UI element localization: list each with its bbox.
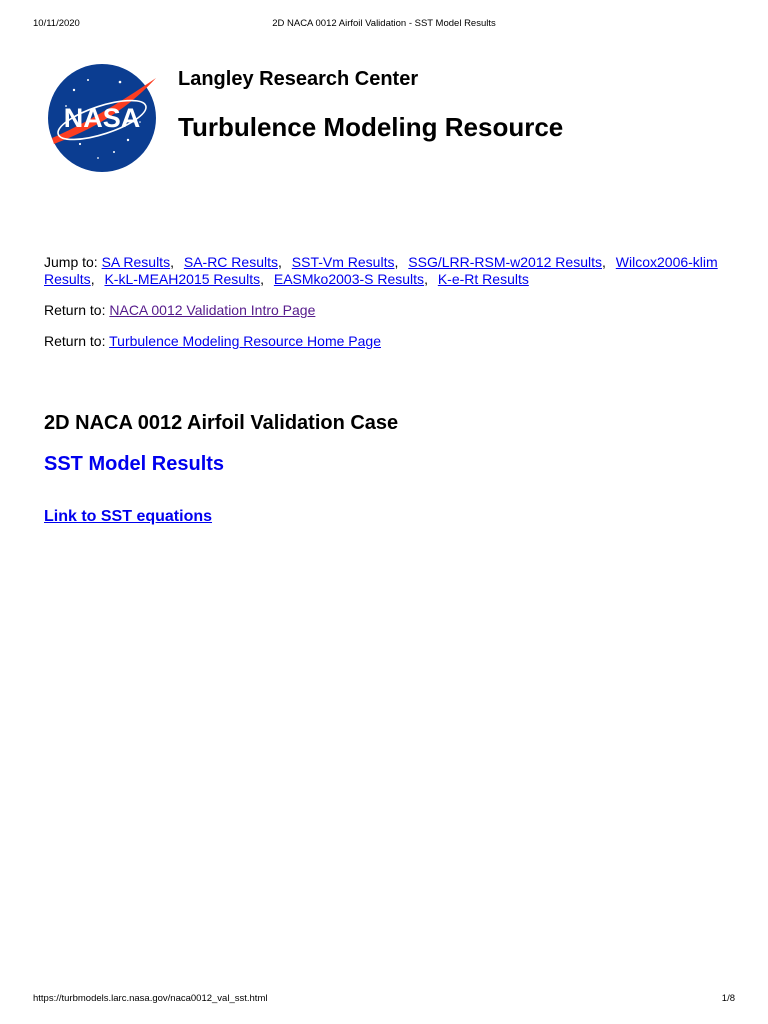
link-ssg-lrr-rsm-w2012-results[interactable]: SSG/LRR-RSM-w2012 Results xyxy=(408,254,602,270)
link-sst-vm-results[interactable]: SST-Vm Results xyxy=(291,254,395,270)
link-sst-equations[interactable]: Link to SST equations xyxy=(44,508,213,525)
link-k-e-rt-results[interactable]: K-e-Rt Results xyxy=(437,271,529,287)
link-easmko2003-s-results[interactable]: EASMko2003-S Results xyxy=(273,271,425,287)
jump-to-line: Jump to: SA Results, SA-RC Results, SST-Vm Results, SSG/LRR-RSM-w2012 Results, Wilcox2006-klim Results, K-kL-MEAH2015 Results, EASMko2003-S Results, K-e-Rt Results xyxy=(44,254,718,287)
print-date: 10/11/2020 xyxy=(33,18,80,29)
link-sa-results[interactable]: SA Results xyxy=(101,254,171,270)
center-name: Langley Research Center xyxy=(178,68,419,90)
link-k-kl-meah2015-results[interactable]: K-kL-MEAH2015 Results xyxy=(104,271,261,287)
print-url: https://turbmodels.larc.nasa.gov/naca0012_val_sst.html xyxy=(33,993,268,1004)
nasa-logo-icon[interactable] xyxy=(44,60,160,176)
return-intro-line xyxy=(44,302,734,319)
print-page-title: 2D NACA 0012 Airfoil Validation - SST Model Results xyxy=(272,18,496,29)
nasa-logo-text: NASA xyxy=(63,103,141,133)
model-title: SST Model Results xyxy=(44,453,225,475)
jump-to-label: Jump to: xyxy=(44,254,98,270)
site-header xyxy=(44,60,724,176)
return-home-line xyxy=(44,333,734,350)
link-naca0012-intro[interactable]: NACA 0012 Validation Intro Page xyxy=(109,302,316,318)
print-header xyxy=(33,18,735,32)
link-tmr-home[interactable]: Turbulence Modeling Resource Home Page xyxy=(109,333,381,349)
return-to-label: Return to: xyxy=(44,333,106,349)
navigation-links xyxy=(44,254,734,364)
return-to-label: Return to: xyxy=(44,302,106,318)
site-name: Turbulence Modeling Resource xyxy=(178,112,564,142)
link-wilcox2006-klim-results[interactable]: Wilcox2006-klim Results xyxy=(44,254,718,287)
case-title: 2D NACA 0012 Airfoil Validation Case xyxy=(44,412,399,434)
print-page-number: 1/8 xyxy=(721,993,735,1004)
link-sa-rc-results[interactable]: SA-RC Results xyxy=(183,254,278,270)
print-footer xyxy=(33,993,735,1007)
